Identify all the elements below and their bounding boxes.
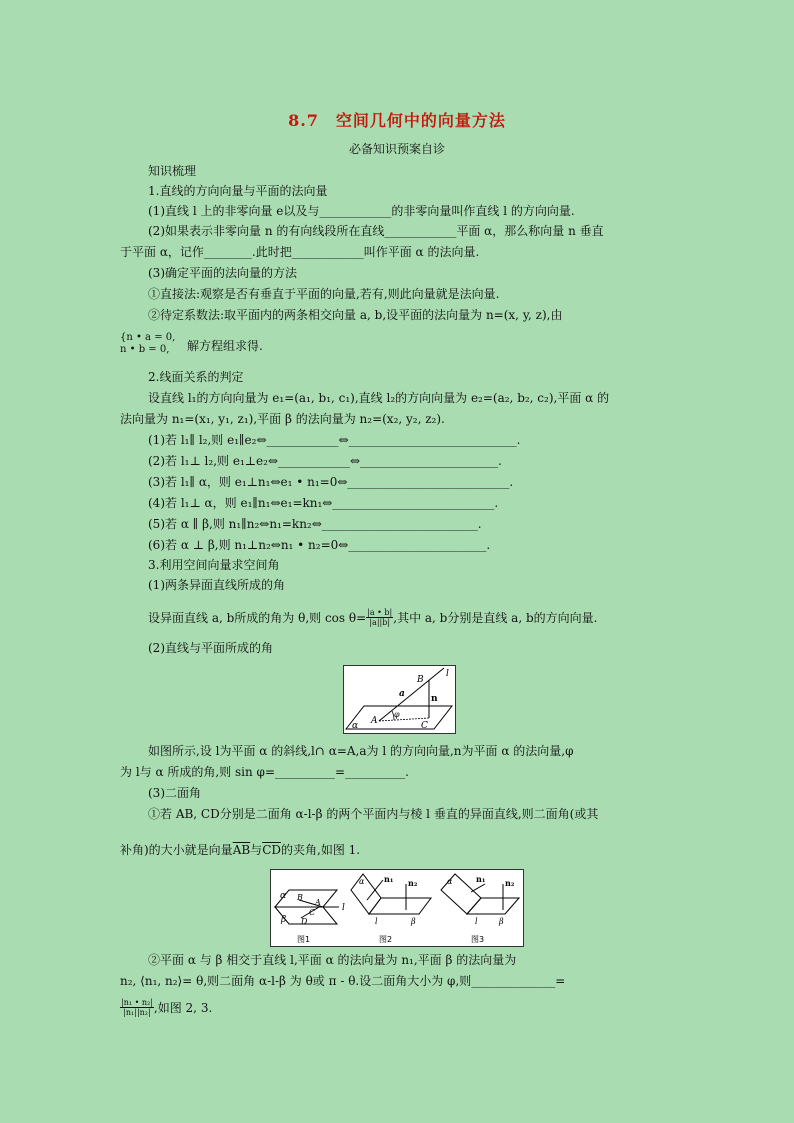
text-span: ,其中 a, b分别是直线 a, b的方向向量. xyxy=(393,610,598,625)
fig2-label-n2: n₂ xyxy=(408,878,418,888)
text-span: 设异面直线 a, b所成的角为 θ,则 cos θ= xyxy=(148,610,367,625)
fig3-label-alpha: α xyxy=(447,877,453,886)
text-line: ②待定系数法:取平面内的两条相交向量 a, b,设平面的法向量为 n=(x, y, z),由 xyxy=(148,308,563,322)
text-line: 解方程组求得. xyxy=(187,339,263,353)
heading-3: 3.利用空间向量求空间角 xyxy=(148,558,280,572)
fig2-label-l: l xyxy=(375,917,378,926)
text-line: (2)直线与平面所成的角 xyxy=(148,641,273,655)
text-line: 设直线 l₁的方向向量为 e₁=(a₁, b₁, c₁),直线 l₂的方向向量为 e₂=(a₂, b₂, c₂),平面 α 的 xyxy=(148,391,610,405)
equation-system-row-2: n • b = 0, xyxy=(120,344,170,355)
figure-dihedral-angles xyxy=(270,869,524,947)
vector-CD: $\overline{CD}$ xyxy=(262,843,281,857)
text-line: 如图所示,设 l为平面 α 的斜线,l∩ α=A,a为 l 的方向向量,n为平面 α 的法向量,φ xyxy=(148,744,574,758)
label-phi: φ xyxy=(394,710,400,719)
vector-AB: $\overline{AB}$ xyxy=(232,843,251,857)
label-l: l xyxy=(446,669,449,679)
text-line xyxy=(120,842,360,858)
fig1-label-B: B xyxy=(297,893,303,902)
fig3-label-n1: n₁ xyxy=(476,874,486,884)
text-line: (3)二面角 xyxy=(148,786,201,800)
figure-caption-3: 图3 xyxy=(471,935,485,944)
text-span: ,如图 2, 3. xyxy=(153,1000,213,1015)
text-line xyxy=(148,608,597,627)
figure-dihedral-angles-drawing xyxy=(271,870,523,946)
fig2-label-n1: n₁ xyxy=(384,874,394,884)
fraction-denominator: |n₁||n₂| xyxy=(123,1008,151,1017)
equation-system-row-1: {n • a = 0, xyxy=(120,332,176,343)
fraction-numerator: |n₁ • n₂| xyxy=(121,998,153,1007)
text-line: (5)若 α ∥ β,则 n₁∥n₂⇔n₁=kn₂⇔__________________________. xyxy=(148,517,482,531)
fraction-denominator: |a||b| xyxy=(369,618,391,627)
text-line: (3)确定平面的法向量的方法 xyxy=(148,266,297,280)
text-line: ①若 AB, CD分别是二面角 α-l-β 的两个平面内与棱 l 垂直的异面直线,则二面角(或其 xyxy=(148,807,599,821)
fig1-label-alpha: α xyxy=(280,891,287,901)
label-alpha: α xyxy=(352,721,359,731)
figure-line-plane-angle-drawing xyxy=(344,666,455,733)
text-line: 于平面 α，记作________.此时把____________叫作平面 α 的法向量. xyxy=(120,245,480,259)
fraction-numerator: |a • b| xyxy=(367,608,393,617)
fraction xyxy=(120,998,154,1017)
text-line: 知识梳理 xyxy=(148,164,197,178)
section-subtitle: 必备知识预案自诊 xyxy=(348,142,445,156)
fig2-label-alpha: α xyxy=(359,877,365,886)
label-A: A xyxy=(371,716,378,726)
figure-caption-2: 图2 xyxy=(379,935,393,944)
text-span: 的夹角,如图 1. xyxy=(281,843,361,857)
fig3-label-n2: n₂ xyxy=(505,878,515,888)
page-title: 8.7 空间几何中的向量方法 xyxy=(288,111,506,130)
fig1-label-D: D xyxy=(301,917,308,926)
text-line: (3)若 l₁∥ α，则 e₁⊥n₁⇔e₁ • n₁=0⇔___________________________. xyxy=(148,475,514,489)
fig3-label-l: l xyxy=(475,917,478,926)
text-line: (2)若 l₁⊥ l₂,则 e₁⊥e₂⇔____________⇔_______________________. xyxy=(148,454,502,468)
heading-2: 2.线面关系的判定 xyxy=(148,370,244,384)
fraction xyxy=(366,608,393,627)
text-line: (1)若 l₁∥ l₂,则 e₁∥e₂⇔____________⇔____________________________. xyxy=(148,433,521,447)
text-line: (1)两条异面直线所成的角 xyxy=(148,578,285,592)
text-line: 为 l与 α 所成的角,则 sin φ=__________=__________. xyxy=(120,765,409,779)
text-line xyxy=(120,998,212,1017)
label-C: C xyxy=(421,721,428,731)
text-span: 补角)的大小就是向量 xyxy=(120,843,233,857)
text-line: (6)若 α ⊥ β,则 n₁⊥n₂⇔n₁ • n₂=0⇔_______________________. xyxy=(148,538,491,552)
figure-caption-1: 图1 xyxy=(297,935,311,944)
label-n: n xyxy=(431,694,438,704)
label-a: a xyxy=(399,689,405,699)
fig1-label-A: A xyxy=(315,898,321,907)
fig1-label-beta: β xyxy=(281,915,287,925)
text-line: (4)若 l₁⊥ α，则 e₁∥n₁⇔e₁=kn₁⇔___________________________. xyxy=(148,496,499,510)
text-line: n₂, ⟨n₁, n₂⟩= θ,则二面角 α-l-β 为 θ或 π - θ.设二面角大小为 φ,则______________= xyxy=(120,974,566,988)
heading-1: 1.直线的方向向量与平面的法向量 xyxy=(148,184,328,198)
text-line: ①直接法:观察是否有垂直于平面的向量,若有,则此向量就是法向量. xyxy=(148,287,500,301)
text-line: 法向量为 n₁=(x₁, y₁, z₁),平面 β 的法向量为 n₂=(x₂, y₂, z₂). xyxy=(120,412,445,426)
fig1-label-l: l xyxy=(342,903,345,913)
label-B: B xyxy=(417,675,424,685)
figure-line-plane-angle xyxy=(343,665,456,734)
text-line: (1)直线 l 上的非零向量 e以及与____________的非零向量叫作直线 l 的方向向量. xyxy=(148,204,575,218)
fig3-label-beta: β xyxy=(499,917,504,926)
text-line: (2)如果表示非零向量 n 的有向线段所在直线____________平面 α，那么称向量 n 垂直 xyxy=(148,224,604,238)
text-span: 与 xyxy=(250,843,263,857)
text-line: ②平面 α 与 β 相交于直线 l,平面 α 的法向量为 n₁,平面 β 的法向量为 xyxy=(148,953,517,967)
fig1-label-C: C xyxy=(309,908,316,917)
fig2-label-beta: β xyxy=(411,917,416,926)
